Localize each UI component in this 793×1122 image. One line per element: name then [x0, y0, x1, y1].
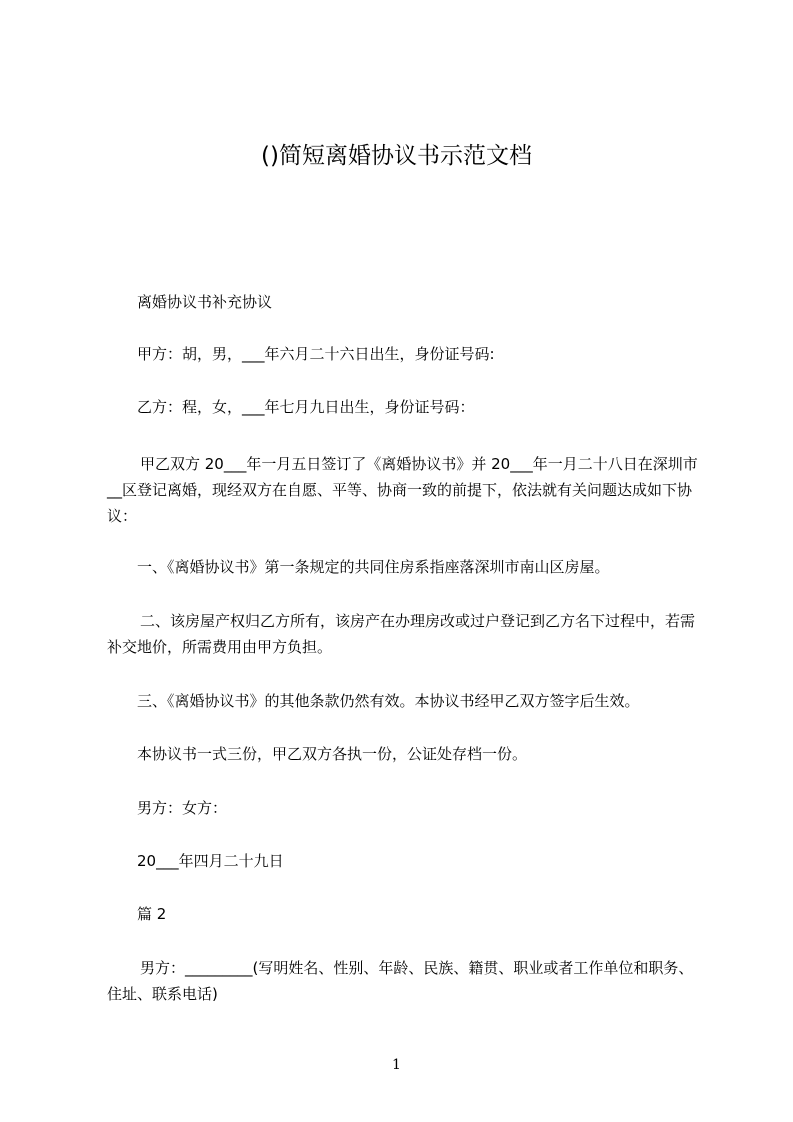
section-heading-part-2: 篇 2 — [137, 905, 167, 923]
paragraph-supplement-heading: 离婚协议书补充协议 — [137, 293, 273, 311]
paragraph-clause-1: 一、《离婚协议书》第一条规定的共同住房系指座落深圳市南山区房屋。 — [137, 558, 610, 576]
paragraph-preamble: 甲乙双方 20___年一月五日签订了《离婚协议书》并 20___年一月二十八日在深圳市__区登记离婚，现经双方在自愿、平等、协商一致的前提下，依法就有关问题达成如下协议： — [107, 455, 698, 525]
paragraph-signatures: 男方：女方： — [137, 799, 228, 817]
paragraph-copies: 本协议书一式三份，甲乙双方各执一份，公证处存档一份。 — [137, 745, 528, 763]
paragraph-date: 20___年四月二十九日 — [137, 852, 284, 870]
page-number: 1 — [392, 1057, 401, 1073]
paragraph-male-party: 男方：_________(写明姓名、性别、年龄、民族、籍贯、职业或者工作单位和职务、住址、联系电话) — [107, 959, 694, 1003]
paragraph-clause-2: 二、该房屋产权归乙方所有，该房产在办理房改或过户登记到乙方名下过程中，若需补交地价，所需费用由甲方负担。 — [107, 612, 696, 656]
document-title: ()简短离婚协议书示范文档 — [261, 143, 532, 169]
paragraph-party-a: 甲方：胡，男，___年六月二十六日出生，身份证号码: — [137, 345, 495, 363]
paragraph-clause-3: 三、《离婚协议书》的其他条款仍然有效。本协议书经甲乙双方签字后生效。 — [137, 692, 640, 710]
paragraph-party-b: 乙方：程，女，___年七月九日出生，身份证号码： — [137, 398, 475, 416]
